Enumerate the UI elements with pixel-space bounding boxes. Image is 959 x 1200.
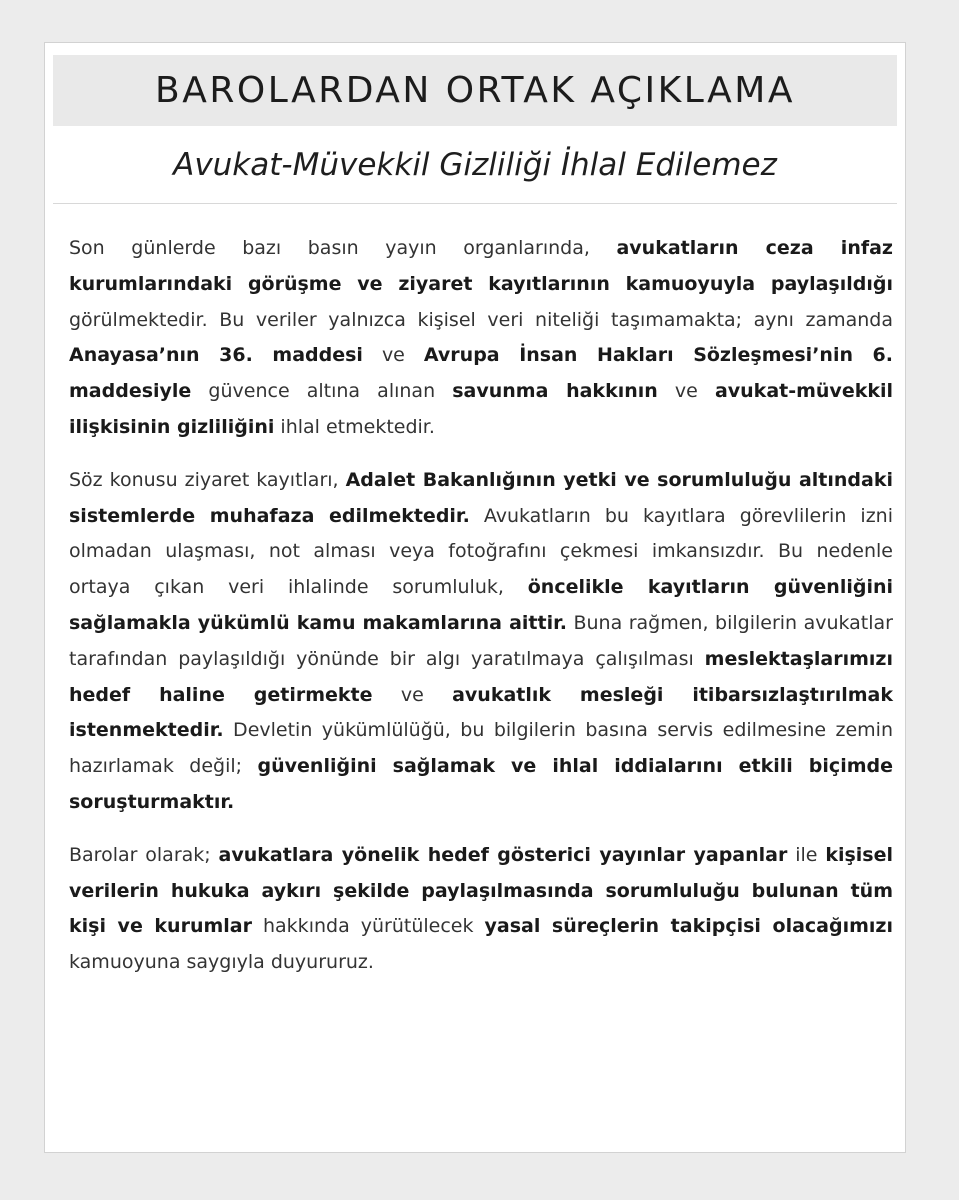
emphasis-text: Avrupa İnsan Hakları Sözleşmesi’nin 6. maddesiyle xyxy=(69,344,893,403)
page-title: BAROLARDAN ORTAK AÇIKLAMA xyxy=(155,70,795,111)
emphasis-text: kişisel verilerin hukuka aykırı şekilde paylaşılmasında sorumluluğu bulunan tüm kişi ve kurumlar xyxy=(69,843,893,938)
emphasis-text: Adalet Bakanlığının yetki ve sorumluluğu altındaki sistemlerde muhafaza edilmektedir. xyxy=(69,468,893,527)
body-text: Söz konusu ziyaret kayıtları, xyxy=(69,468,346,491)
body-text: Buna rağmen, bilgilerin avukatlar tarafından paylaşıldığı yönünde bir algı yaratılmaya çalışılması xyxy=(69,611,893,670)
body-text: ve xyxy=(362,344,424,367)
body-text: güvence altına alınan xyxy=(191,380,453,403)
emphasis-text: öncelikle kayıtların güvenliğini sağlamakla yükümlü kamu makamlarına aittir. xyxy=(69,576,893,634)
title-band xyxy=(53,55,897,126)
body-text: görülmektedir. Bu veriler yalnızca kişisel veri niteliği taşımamakta; aynı zamanda xyxy=(69,308,893,331)
statement-body xyxy=(69,231,893,998)
paragraph-1 xyxy=(69,231,893,446)
emphasis-text: avukatların ceza infaz kurumlarındaki görüşme ve ziyaret kayıtlarının kamuoyuyla paylaşıldığı xyxy=(69,237,893,295)
body-text: ihlal etmektedir. xyxy=(274,415,435,438)
body-text: Avukatların bu kayıtlara görevlilerin izni olmadan ulaşması, not alması veya fotoğrafını çekmesi imkansızdır. Bu nedenle ortaya çıkan veri ihlalinde sorumluluk, xyxy=(69,504,893,599)
paragraph-3 xyxy=(69,838,893,981)
body-text: ve xyxy=(372,683,453,706)
emphasis-text: avukatlara yönelik hedef gösterici yayınlar yapanlar xyxy=(218,843,788,866)
paragraph-2 xyxy=(69,463,893,821)
body-text: ile xyxy=(787,843,826,866)
emphasis-text: meslektaşlarımızı hedef haline getirmekte xyxy=(69,647,893,706)
emphasis-text: Anayasa’nın 36. maddesi xyxy=(69,344,363,367)
page-subtitle: Avukat-Müvekkil Gizliliği İhlal Edilemez xyxy=(173,147,777,183)
body-text: hakkında yürütülecek xyxy=(251,915,485,938)
emphasis-text: güvenliğini sağlamak ve ihlal iddialarını etkili biçimde soruşturmaktır. xyxy=(69,755,893,813)
body-text: Devletin yükümlülüğü, bu bilgilerin basına servis edilmesine zemin hazırlamak değil; xyxy=(69,719,893,778)
body-text: Barolar olarak; xyxy=(69,843,219,866)
emphasis-text: avukat-müvekkil ilişkisinin gizliliğini xyxy=(69,380,894,438)
subtitle-band xyxy=(53,127,897,204)
emphasis-text: savunma hakkının xyxy=(452,380,658,403)
emphasis-text: avukatlık mesleği itibarsızlaştırılmak istenmektedir. xyxy=(69,683,894,742)
body-text: kamuoyuna saygıyla duyururuz. xyxy=(69,951,374,974)
statement-card xyxy=(44,42,906,1153)
body-text: Son günlerde bazı basın yayın organlarında, xyxy=(69,237,617,259)
emphasis-text: yasal süreçlerin takipçisi olacağımızı xyxy=(484,915,893,938)
body-text: ve xyxy=(657,380,715,403)
